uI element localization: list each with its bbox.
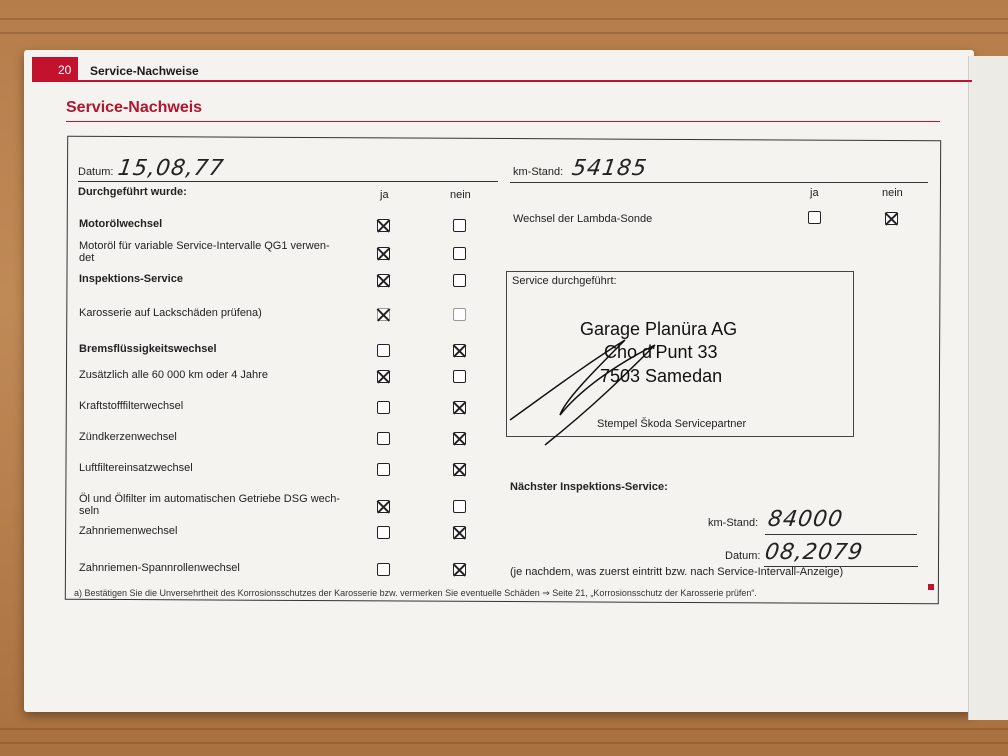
page-title: Service-Nachweis: [66, 99, 203, 116]
datum-label: Datum:: [78, 166, 114, 178]
page-number: 20: [58, 63, 72, 77]
item-label: Motoröl für variable Service-Intervalle QG1 verwen-: [79, 240, 330, 252]
booklet-next-page: [968, 56, 1008, 720]
lambda-nein-checkbox[interactable]: [885, 212, 898, 225]
nein-checkbox[interactable]: [453, 274, 466, 287]
nein-checkbox[interactable]: [453, 463, 466, 476]
ja-checkbox[interactable]: [377, 308, 390, 321]
durchgefuehrt-label: Durchgeführt wurde:: [78, 186, 187, 198]
nein-checkbox[interactable]: [453, 308, 466, 321]
stamp-line-2: Cho d'Punt 33: [604, 342, 718, 362]
ja-header: ja: [380, 189, 389, 201]
service-label: Service durchgeführt:: [512, 275, 617, 287]
item-label: Bremsflüssigkeitswechsel: [79, 343, 217, 355]
ja-checkbox[interactable]: [377, 274, 390, 287]
item-label: Zahnriemen-Spannrollenwechsel: [79, 562, 240, 574]
item-label: Zahnriemenwechsel: [79, 525, 178, 537]
ja-checkbox[interactable]: [377, 247, 390, 260]
ja-checkbox[interactable]: [377, 401, 390, 414]
next-note: (je nachdem, was zuerst eintritt bzw. nach Service-Intervall-Anzeige): [510, 566, 844, 578]
nein-checkbox[interactable]: [453, 219, 466, 232]
item-label-cont: seln: [79, 505, 100, 517]
item-label: Motorölwechsel: [79, 218, 163, 230]
lambda-ja-checkbox[interactable]: [808, 211, 821, 224]
nein-checkbox[interactable]: [453, 401, 466, 414]
next-km-line: [765, 534, 917, 535]
km-line: [510, 182, 928, 183]
stamp-line-3: 7503 Samedan: [600, 366, 723, 386]
header-divider: [32, 80, 972, 82]
nein-checkbox[interactable]: [453, 370, 466, 383]
km-label: km-Stand:: [513, 166, 564, 178]
next-datum-label: Datum:: [725, 550, 761, 562]
km-value: 54185: [570, 156, 649, 181]
datum-line: [78, 181, 498, 182]
datum-value: 15,08,77: [116, 156, 226, 181]
ja-checkbox[interactable]: [377, 432, 390, 445]
nein-checkbox[interactable]: [453, 344, 466, 357]
ja-checkbox[interactable]: [377, 344, 390, 357]
end-marker: [928, 584, 934, 590]
ja-checkbox[interactable]: [377, 463, 390, 476]
nein-checkbox[interactable]: [453, 247, 466, 260]
stamp-caption: Stempel Škoda Servicepartner: [597, 418, 747, 430]
item-label: Kraftstofffilterwechsel: [79, 400, 184, 412]
signature-icon: [505, 320, 705, 450]
item-label: Zusätzlich alle 60 000 km oder 4 Jahre: [79, 369, 268, 381]
ja-checkbox[interactable]: [377, 526, 390, 539]
section-header: Service-Nachweise: [90, 64, 199, 78]
next-km-label: km-Stand:: [708, 517, 759, 529]
ja-header-right: ja: [810, 187, 819, 199]
nein-header-right: nein: [882, 187, 903, 199]
next-inspection-label: Nächster Inspektions-Service:: [510, 481, 668, 493]
item-label-cont: det: [79, 252, 95, 264]
ja-checkbox[interactable]: [377, 219, 390, 232]
next-km-value: 84000: [766, 507, 845, 532]
item-label: Öl und Ölfilter im automatischen Getriebe DSG wech-: [79, 493, 341, 505]
item-label: Karosserie auf Lackschäden prüfena): [79, 307, 262, 319]
nein-checkbox[interactable]: [453, 500, 466, 513]
title-divider: [66, 121, 940, 122]
footnote: a) Bestätigen Sie die Unversehrtheit des Korrosionsschutzes der Karosserie bzw. vermerken Sie eventuelle Schäden ⇒ Seite 21, „Korrosionsschutz der Karosserie prüfen“.: [74, 588, 757, 598]
ja-checkbox[interactable]: [377, 500, 390, 513]
nein-checkbox[interactable]: [453, 526, 466, 539]
item-label: Inspektions-Service: [79, 273, 183, 285]
nein-header: nein: [450, 189, 471, 201]
item-label: Luftfiltereinsatzwechsel: [79, 462, 193, 474]
next-datum-value: 08,2079: [763, 540, 865, 565]
ja-checkbox[interactable]: [377, 370, 390, 383]
nein-checkbox[interactable]: [453, 432, 466, 445]
lambda-label: Wechsel der Lambda-Sonde: [513, 213, 653, 225]
stamp-line-1: Garage Planüra AG: [580, 319, 738, 339]
item-label: Zündkerzenwechsel: [79, 431, 177, 443]
ja-checkbox[interactable]: [377, 563, 390, 576]
nein-checkbox[interactable]: [453, 563, 466, 576]
